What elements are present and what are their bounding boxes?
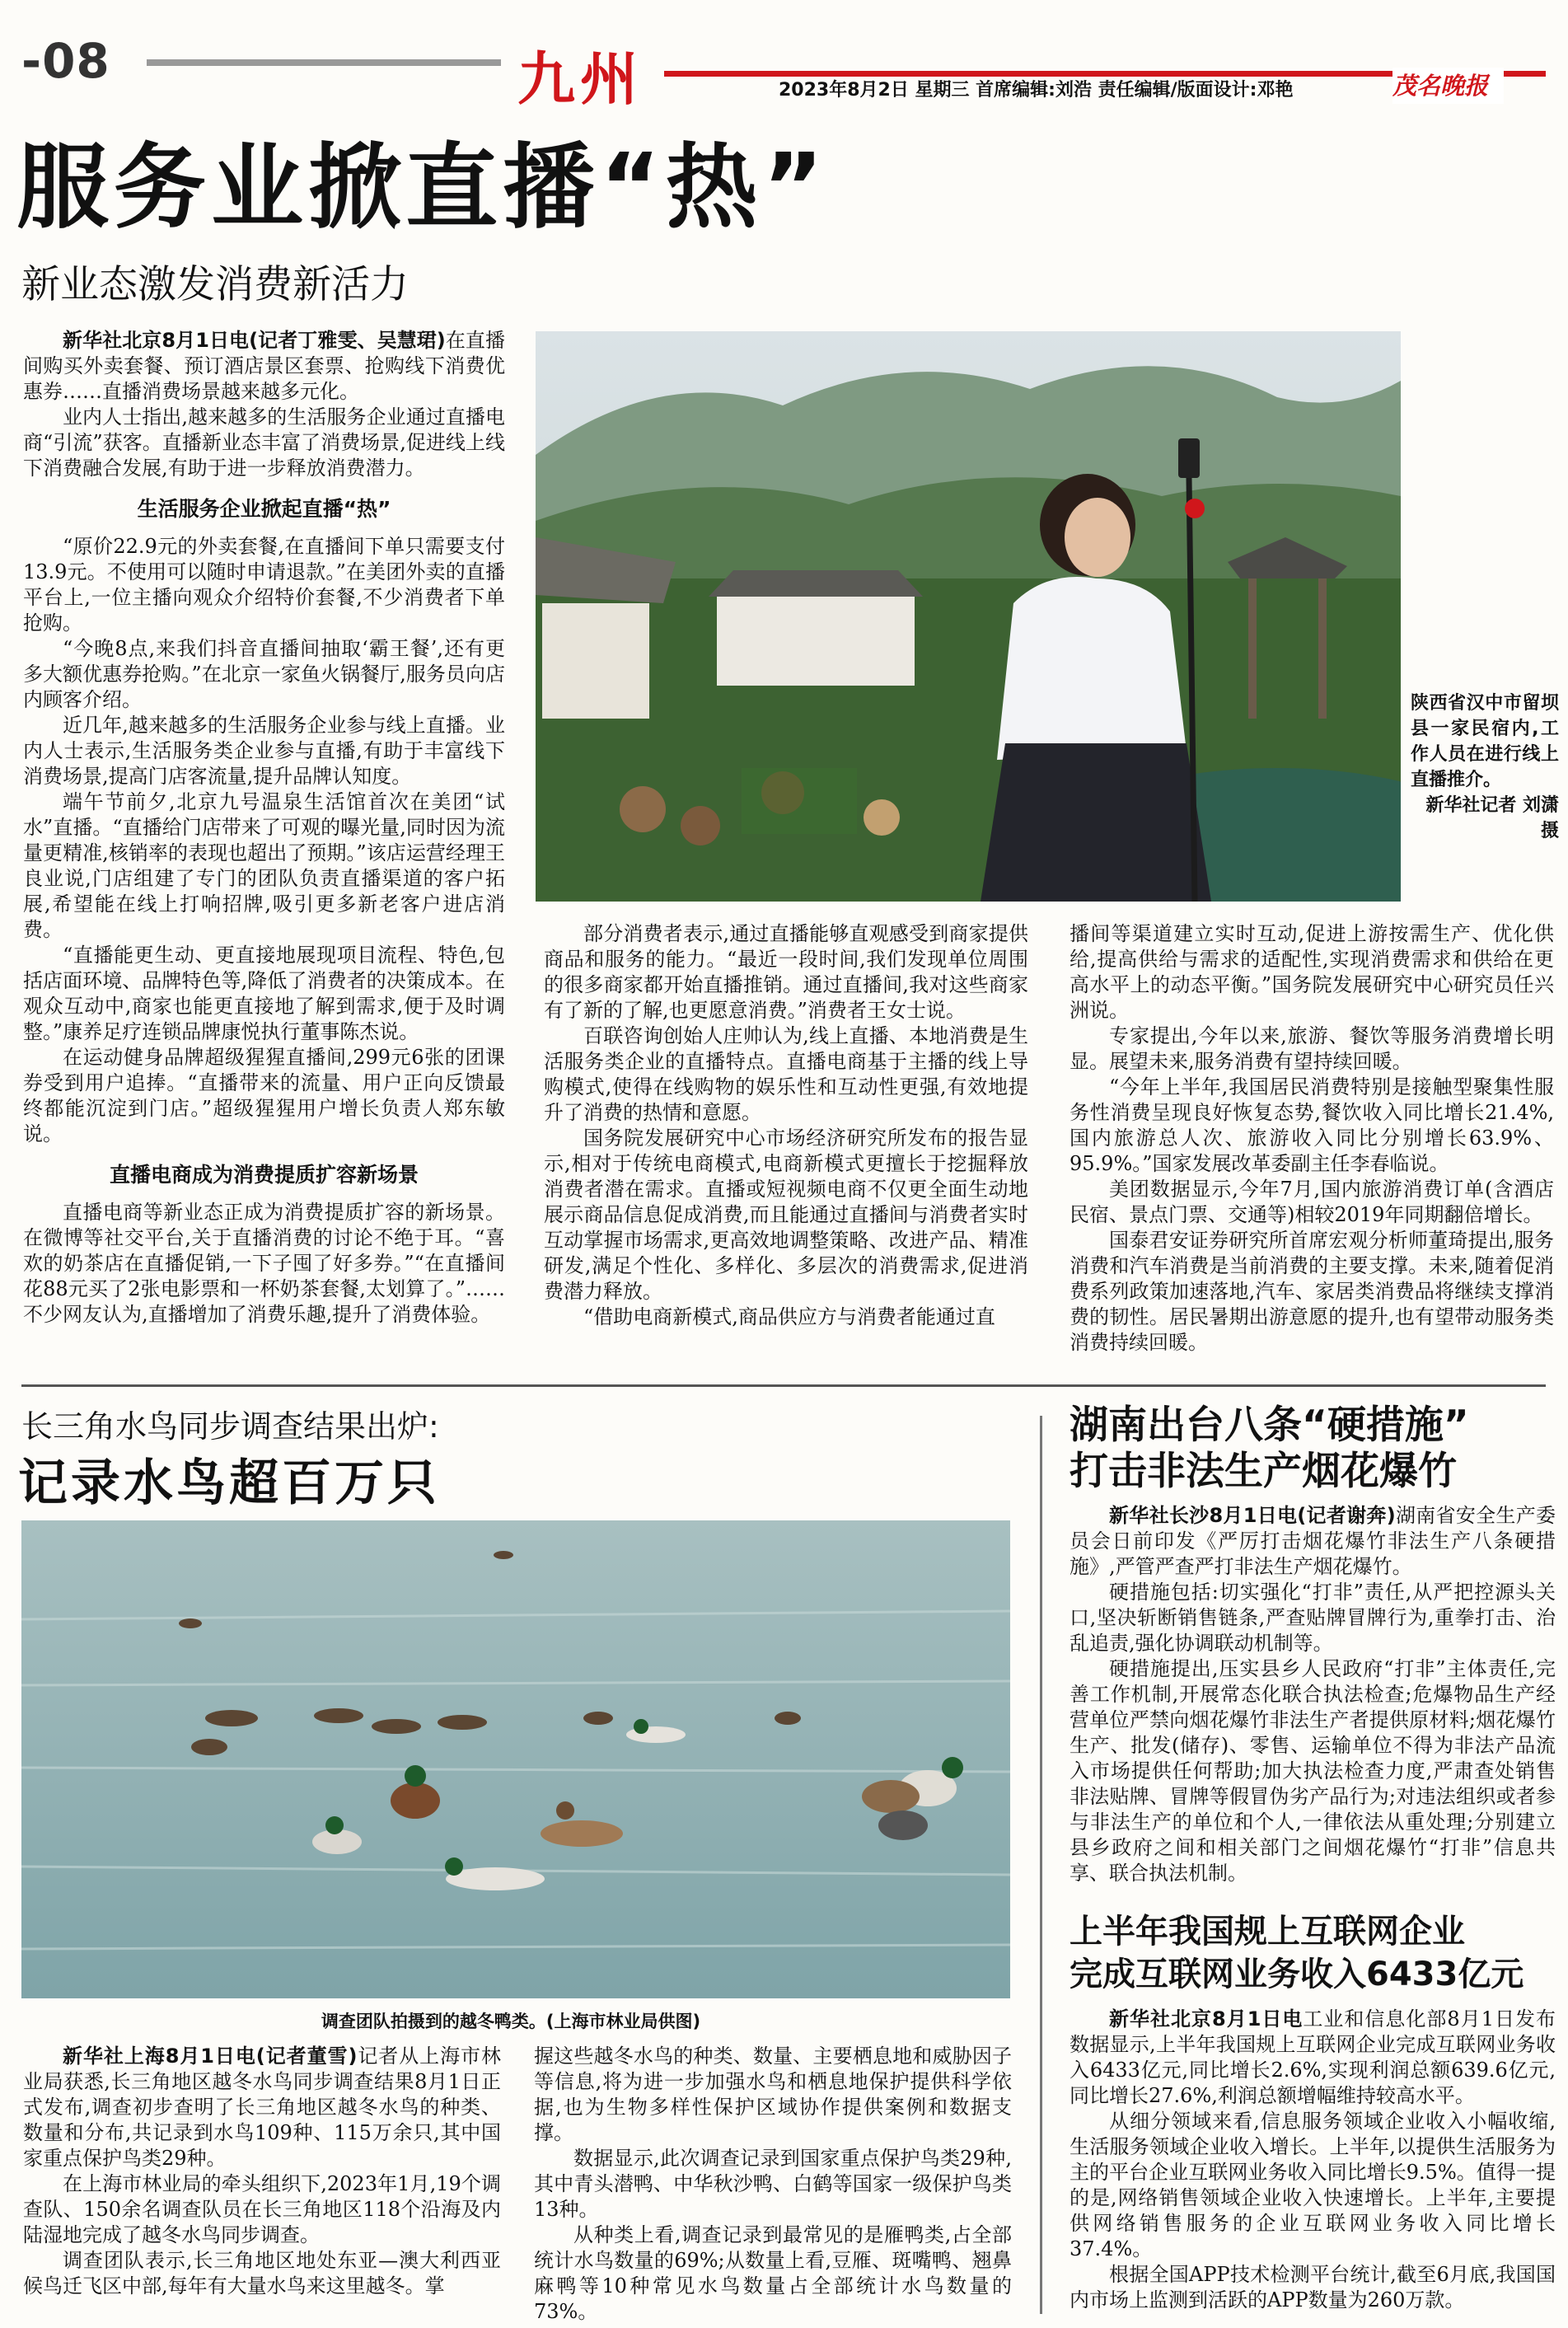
hunan-headline-line-1: 湖南出台八条“硬措施” bbox=[1070, 1403, 1469, 1448]
main-paragraph: “今年上半年,我国居民消费特别是接触型聚集性服务性消费呈现良好恢复态势,餐饮收入同比增长21.4%,国内旅游总人次、旅游收入同比分别增长63.9%、95.9%。”国家发展改革委副主任李春临说。 bbox=[1070, 1075, 1554, 1175]
internet-headline bbox=[1070, 1910, 1524, 1996]
caption-text: 陕西省汉中市留坝县一家民宿内,工作人员在进行线上直播推介。 bbox=[1411, 693, 1559, 790]
birds-kicker: 长三角水鸟同步调查结果出炉: bbox=[21, 1408, 439, 1445]
column-divider bbox=[1040, 1416, 1042, 2314]
phone-graphic bbox=[1178, 438, 1200, 478]
birds-byline: 新华社上海8月1日电(记者董雪) bbox=[63, 2045, 358, 2068]
waterbird-photo bbox=[21, 1520, 1010, 1998]
livestream-caption bbox=[1411, 691, 1559, 844]
birds-paragraph: 数据显示,此次调查记录到国家重点保护鸟类29种,其中青头潜鸭、中华秋沙鸭、白鹤等国家一级保护鸟类13种。 bbox=[534, 2147, 1012, 2221]
hunan-headline-line-2: 打击非法生产烟花爆竹 bbox=[1070, 1449, 1457, 1494]
main-paragraph: “今晚8点,来我们抖音直播间抽取‘霸王餐’,还有更多大额优惠券抢购。”在北京一家鱼火锅餐厅,服务员向店内顾客介绍。 bbox=[23, 637, 505, 711]
hunan-lead bbox=[1070, 1503, 1556, 1580]
main-paragraph: “直播能更生动、更直接地展现项目流程、特色,包括店面环境、品牌特色等,降低了消费者的决策成本。在观众互动中,商家也能更直接地了解到需求,便于及时调整。”康养足疗连锁品牌康悦执行董事陈杰说。 bbox=[23, 944, 505, 1043]
hunan-byline: 新华社长沙8月1日电(记者谢奔) bbox=[1109, 1504, 1396, 1527]
main-paragraph: 近几年,越来越多的生活服务企业参与线上直播。业内人士表示,生活服务类企业参与直播,有助于丰富线下消费场景,提高门店客流量,提升品牌认知度。 bbox=[23, 714, 505, 788]
main-paragraph: “原价22.9元的外卖套餐,在直播间下单只需要支付13.9元。不使用可以随时申请退款。”在美团外卖的直播平台上,一位主播向观众介绍特价套餐,不少消费者下单抢购。 bbox=[23, 535, 505, 635]
hunan-lead-text: 湖南省安全生产委员会日前印发《严厉打击烟花爆竹非法生产八条硬措施》,严管严查严打非法生产烟花爆竹。 bbox=[1070, 1504, 1556, 1578]
waterbird-photo-graphic bbox=[21, 1520, 1010, 1998]
hunan-paragraph: 硬措施提出,压实县乡人民政府“打非”主体责任,完善工作机制,开展常态化联合执法检查;危爆物品生产经营单位严禁向烟花爆竹非法生产者提供原材料;烟花爆竹生产、批发(储存)、零售、运输单位不得为非法产品流入市场提供任何帮助;加大执法检查力度,严肃查处销售非法贴牌、冒牌等假冒伪劣产品行为;对违法组织或者参与非法生产的单位和个人,一律依法从重处理;分别建立县乡政府之间和相关部门之间烟花爆竹“打非”信息共享、联合执法机制。 bbox=[1070, 1657, 1556, 1885]
internet-byline: 新华社北京8月1日电 bbox=[1109, 2007, 1304, 2031]
page-number: -08 bbox=[21, 33, 110, 89]
main-paragraph: 播间等渠道建立实时互动,促进上游按需生产、优化供给,提高供给与需求的适配性,实现消费需求和供给在更高水平上的动态平衡。”国务院发展研究中心研究员任兴洲说。 bbox=[1070, 922, 1554, 1022]
main-paragraph: 直播电商等新业态正成为消费提质扩容的新场景。在微博等社交平台,关于直播消费的讨论不绝于耳。“喜欢的奶茶店在直播促销,一下子囤了好多券。”“在直播间花88元买了2张电影票和一杯奶茶套餐,太划算了。”……不少网友认为,直播增加了消费乐趣,提升了消费体验。 bbox=[23, 1201, 505, 1326]
main-column-1 bbox=[23, 328, 505, 1328]
birds-headline: 记录水鸟超百万只 bbox=[18, 1454, 440, 1512]
birds-column-2 bbox=[534, 2044, 1012, 2325]
internet-paragraph: 根据全国APP技术检测平台统计,截至6月底,我国国内市场上监测到活跃的APP数量为260万款。 bbox=[1070, 2263, 1556, 2312]
photo-credit: 新华社记者 刘潇 摄 bbox=[1425, 795, 1559, 841]
main-paragraph: 美团数据显示,今年7月,国内旅游消费订单(含酒店民宿、景点门票、交通等)相较2019年同期翻倍增长。 bbox=[1070, 1178, 1554, 1226]
hunan-paragraph: 硬措施包括:切实强化“打非”责任,从严把控源头关口,坚决斩断销售链条,严查贴牌冒牌行为,重拳打击、治乱追责,强化协调联动机制等。 bbox=[1070, 1581, 1556, 1655]
masthead-rule-left bbox=[147, 59, 501, 66]
internet-lead bbox=[1070, 2007, 1556, 2109]
paper-logo bbox=[1392, 68, 1504, 104]
dateline: 2023年8月2日 星期三 首席编辑:刘浩 责任编辑/版面设计:邓艳 bbox=[779, 80, 1294, 101]
section-divider bbox=[21, 1384, 1546, 1387]
main-lead bbox=[23, 328, 505, 405]
internet-headline-line-2: 完成互联网业务收入6433亿元 bbox=[1070, 1956, 1524, 1993]
main-paragraph: 端午节前夕,北京九号温泉生活馆首次在美团“试水”直播。“直播给门店带来了可观的曝光量,同时因为流量更精准,核销率的表现也超出了预期。”该店运营经理王良业说,门店组建了专门的团队负责直播渠道的客户拓展,希望能在线上打响招牌,吸引更多新老客户进店消费。 bbox=[23, 790, 505, 941]
main-subhead-2: 直播电商成为消费提质扩容新场景 bbox=[109, 1163, 419, 1187]
livestream-photo bbox=[536, 331, 1401, 902]
main-byline: 新华社北京8月1日电(记者丁雅雯、吴慧珺) bbox=[63, 329, 446, 352]
main-subhead-1: 生活服务企业掀起直播“热” bbox=[137, 497, 391, 521]
internet-headline-line-1: 上半年我国规上互联网企业 bbox=[1070, 1913, 1465, 1951]
internet-paragraph: 从细分领域来看,信息服务领域企业收入小幅收缩,生活服务领域企业收入增长。上半年,以提供生活服务为主的平台企业互联网业务收入同比增长9.5%。值得一提的是,网络销售领域企业收入快速增长。上半年,主要提供网络销售服务的企业互联网业务收入同比增长37.4%。 bbox=[1070, 2110, 1556, 2260]
hunan-body bbox=[1070, 1503, 1556, 1886]
hunan-headline bbox=[1070, 1403, 1469, 1495]
main-paragraph: 专家提出,今年以来,旅游、餐饮等服务消费增长明显。展望未来,服务消费有望持续回暖。 bbox=[1070, 1024, 1554, 1073]
birds-lead bbox=[23, 2044, 501, 2171]
main-lead-text: 在直播间购买外卖套餐、预订酒店景区套票、抢购线下消费优惠券……直播消费场景越来越多元化。 bbox=[23, 329, 505, 403]
birds-paragraph: 调查团队表示,长三角地区地处东亚—澳大利西亚候鸟迁飞区中部,每年有大量水鸟来这里越冬。掌 bbox=[23, 2249, 501, 2298]
section-logo bbox=[517, 33, 649, 113]
birds-column-1 bbox=[23, 2044, 501, 2299]
birds-paragraph: 从种类上看,调查记录到最常见的是雁鸭类,占全部统计水鸟数量的69%;从数量上看,豆雁、斑嘴鸭、翘鼻麻鸭等10种常见水鸟数量占全部统计水鸟数量的73%。 bbox=[534, 2223, 1012, 2323]
main-paragraph: 百联咨询创始人庄帅认为,线上直播、本地消费是生活服务类企业的直播特点。直播电商基于主播的线上导购模式,使得在线购物的娱乐性和互动性更强,有效地提升了消费的热情和意愿。 bbox=[544, 1024, 1028, 1124]
main-headline: 服务业掀直播“热” bbox=[16, 134, 829, 241]
birds-paragraph: 握这些越冬水鸟的种类、数量、主要栖息地和威胁因子等信息,将为进一步加强水鸟和栖息地保护提供科学依据,也为生物多样性保护区域协作提供案例和数据支撑。 bbox=[534, 2045, 1012, 2144]
main-paragraph: 国务院发展研究中心市场经济研究所发布的报告显示,相对于传统电商模式,电商新模式更擅长于挖掘释放消费者潜在需求。直播或短视频电商不仅更全面生动地展示商品信息促成消费,而且能通过直播间与消费者实时互动掌握市场需求,更高效地调整策略、改进产品、精准研发,满足个性化、多样化、多层次的消费需求,促进消费潜力释放。 bbox=[544, 1127, 1028, 1303]
birds-paragraph: 在上海市林业局的牵头组织下,2023年1月,19个调查队、150余名调查队员在长三角地区118个沿海及内陆湿地完成了越冬水鸟同步调查。 bbox=[23, 2172, 501, 2246]
main-paragraph: 国泰君安证券研究所首席宏观分析师董琦提出,服务消费和汽车消费是当前消费的主要支撑。未来,随着促消费系列政策加速落地,汽车、家居类消费品将继续支撑消费的韧性。居民暑期出游意愿的提升,也有望带动服务类消费持续回暖。 bbox=[1070, 1229, 1554, 1354]
birds-lead-text: 记者从上海市林业局获悉,长三角地区越冬水鸟同步调查结果8月1日正式发布,调查初步查明了长三角地区越冬水鸟的种类、数量和分布,共记录到水鸟109种、115万余只,其中国家重点保护鸟类29种。 bbox=[23, 2045, 501, 2170]
main-paragraph: 在运动健身品牌超级猩猩直播间,299元6张的团课券受到用户追捧。“直播带来的流量、用户正向反馈最终都能沉淀到门店。”超级猩猩用户增长负责人郑东敏说。 bbox=[23, 1046, 505, 1145]
section-name: 九州 bbox=[517, 44, 643, 113]
internet-lead-text: 工业和信息化部8月1日发布数据显示,上半年我国规上互联网企业完成互联网业务收入6433亿元,同比增长2.6%,实现利润总额639.6亿元,同比增长27.6%,利润总额增幅维持较高水平。 bbox=[1070, 2007, 1556, 2107]
paper-name: 茂名晚报 bbox=[1392, 72, 1489, 100]
birds-caption: 调查团队拍摄到的越冬鸭类。(上海市林业局供图) bbox=[321, 2012, 701, 2031]
internet-body bbox=[1070, 2007, 1556, 2313]
main-column-3 bbox=[1070, 921, 1554, 1356]
main-subheadline: 新业态激发消费新活力 bbox=[21, 262, 409, 307]
main-column-2 bbox=[544, 921, 1028, 1330]
main-paragraph: 业内人士指出,越来越多的生活服务企业通过直播电商“引流”获客。直播新业态丰富了消费场景,促进线上线下消费融合发展,有助于进一步释放消费潜力。 bbox=[23, 405, 505, 480]
livestream-photo-graphic bbox=[536, 331, 1401, 902]
main-paragraph: 部分消费者表示,通过直播能够直观感受到商家提供商品和服务的能力。“最近一段时间,我们发现单位周围的很多商家都开始直播推销。通过直播间,我对这些商家有了新的了解,也更愿意消费。”消费者王女士说。 bbox=[544, 922, 1028, 1022]
main-paragraph: “借助电商新模式,商品供应方与消费者能通过直 bbox=[583, 1305, 995, 1328]
